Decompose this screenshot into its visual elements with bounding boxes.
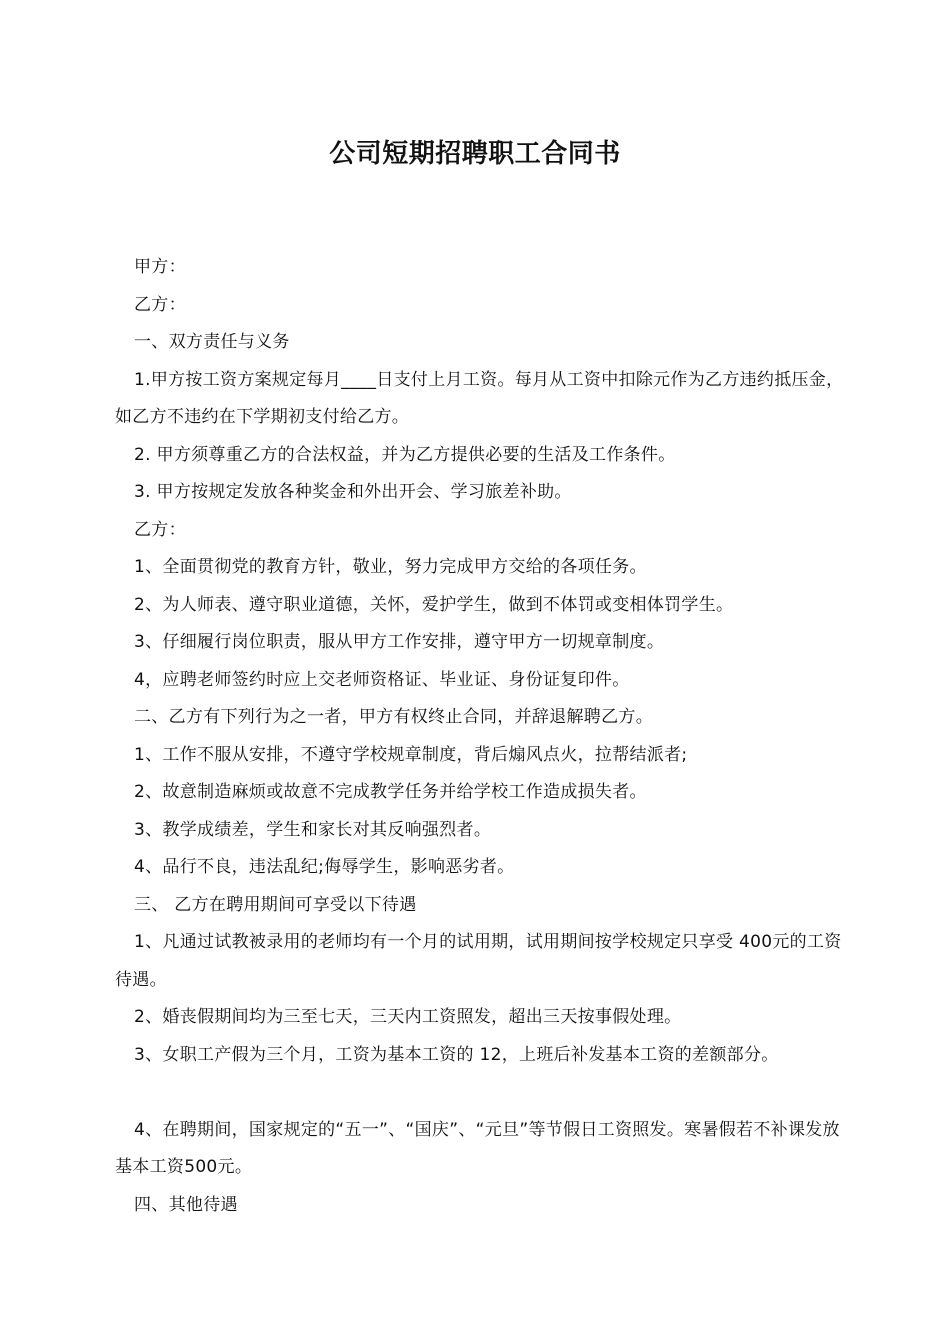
document-title: 公司短期招聘职工合同书 (329, 139, 621, 169)
clause-paragraph: 2、故意制造麻烦或故意不完成教学任务并给学校工作造成损失者。 (134, 782, 647, 802)
section-heading: 一、双方责任与义务 (134, 332, 290, 352)
clause-paragraph: 2、婚丧假期间均为三至七天，三天内工资照发，超出三天按事假处理。 (134, 1007, 682, 1027)
clause-paragraph: 3. 甲方按规定发放各种奖金和外出开会、学习旅差补助。 (134, 482, 572, 502)
section-heading: 三、 乙方在聘用期间可享受以下待遇 (134, 894, 417, 915)
party-b-subheading: 乙方： (134, 519, 186, 540)
document-body (115, 249, 845, 1224)
blank-line (115, 1074, 845, 1112)
clause-paragraph: 3、教学成绩差，学生和家长对其反响强烈者。 (134, 819, 492, 840)
clause-paragraph: 4、品行不良，违法乱纪;侮辱学生，影响恶劣者。 (134, 857, 515, 877)
clause-paragraph: 2. 甲方须尊重乙方的合法权益，并为乙方提供必要的生活及工作条件。 (134, 444, 676, 465)
party-a-label: 甲方： (134, 257, 186, 277)
clause-paragraph: 1、全面贯彻党的教育方针，敬业，努力完成甲方交给的各项任务。 (134, 557, 647, 577)
clause-paragraph: 1、工作不服从安排，不遵守学校规章制度，背后煽风点火，拉帮结派者; (134, 744, 688, 765)
clause-paragraph: 2、为人师表、遵守职业道德，关怀，爱护学生，做到不体罚或变相体罚学生。 (134, 594, 734, 615)
party-b-label: 乙方： (134, 294, 186, 315)
clause-paragraph: 1.甲方按工资方案规定每月____日支付上月工资。每月从工资中扣除元作为乙方违约抵压金，如乙方不违约在下学期初支付给乙方。 (115, 369, 844, 427)
section-heading: 四、其他待遇 (134, 1194, 238, 1215)
clause-paragraph: 4，应聘老师签约时应上交老师资格证、毕业证、身份证复印件。 (134, 669, 630, 690)
clause-paragraph: 4、在聘期间，国家规定的“五一”、“国庆”、“元旦”等节假日工资照发。寒暑假若不补课发放基本工资500元。 (115, 1119, 840, 1177)
clause-paragraph: 3、仔细履行岗位职责，服从甲方工作安排，遵守甲方一切规章制度。 (134, 632, 665, 652)
clause-paragraph: 1、凡通过试教被录用的老师均有一个月的试用期，试用期间按学校规定只享受 400元的工资待遇。 (115, 932, 842, 990)
section-heading: 二、乙方有下列行为之一者，甲方有权终止合同，并辞退解聘乙方。 (134, 707, 653, 727)
clause-paragraph: 3、女职工产假为三个月，工资为基本工资的 12，上班后补发基本工资的差额部分。 (134, 1044, 779, 1065)
